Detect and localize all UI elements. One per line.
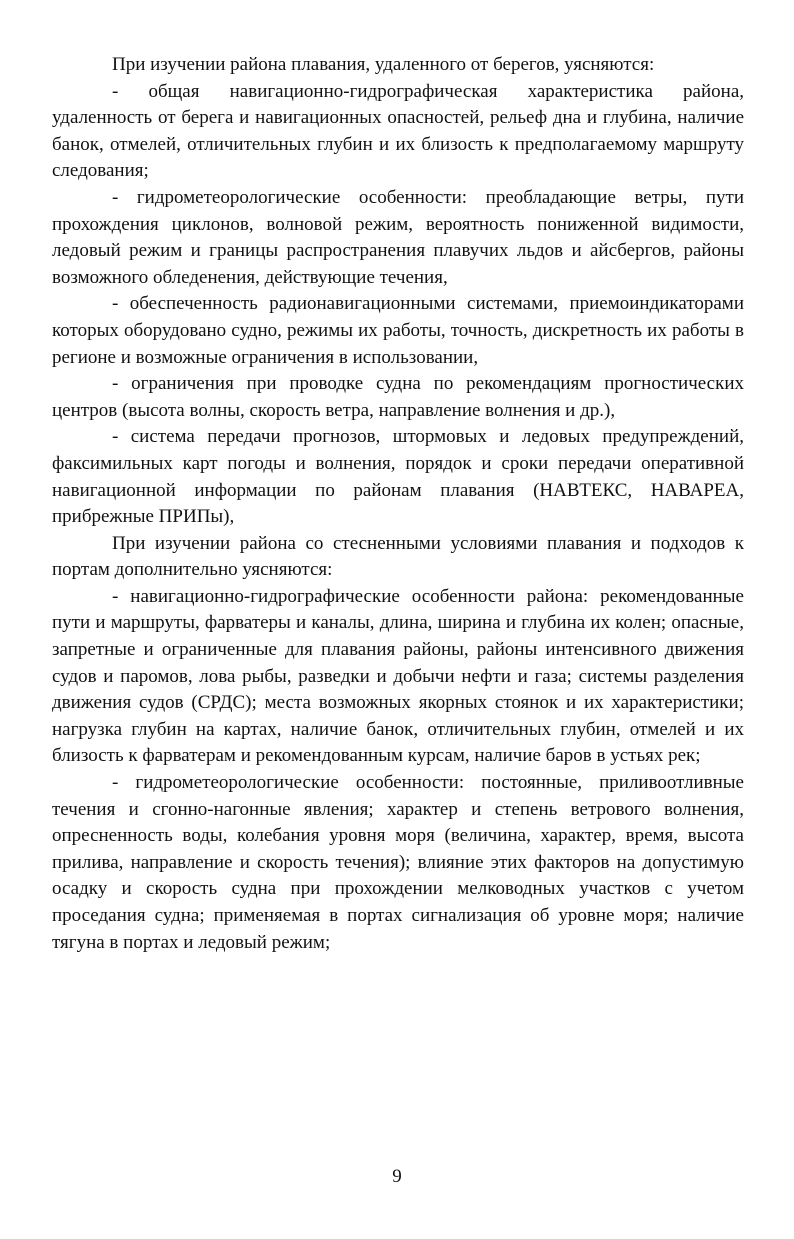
list-item-forecast-system: - система передачи прогнозов, штормовых и ледовых предупреждений, факсимильных карт погоды и волнения, порядок и сроки передачи оперативной навигационной информации по районам плавания (НАВТЕКС, НАВАРЕА, прибрежные ПРИПы), bbox=[52, 426, 744, 528]
list-item-hydromet: - гидрометеорологические особенности: преобладающие ветры, пути прохождения циклонов, волновой режим, вероятность пониженной видимости, ледовый режим и границы распространения плавучих льдов и айсбергов, районы возможного обледенения, действующие течения, bbox=[52, 186, 744, 288]
document-body bbox=[52, 52, 744, 956]
page-number: 9 bbox=[392, 1166, 402, 1187]
list-item-restricted-nav-hydro: - навигационно-гидрографические особенности района: рекомендованные пути и маршруты, фарватеры и каналы, длина, ширина и глубина их колен; опасные, запретные и ограниченные для плавания районы, районы интенсивного движения судов и паромов, лова рыбы, разведки и добычи нефти и газа; системы разделения движения судов (СРДС); места возможных якорных стоянок и их характеристики; нагрузка глубин на картах, наличие банок, отличительных глубин, отмелей и их близость к фарватерам и рекомендованным курсам, наличие баров в устьях рек; bbox=[52, 585, 744, 767]
list-item-routing-limits: - ограничения при проводке судна по рекомендациям прогностических центров (высота волны, скорость ветра, направление волнения и др.), bbox=[52, 373, 744, 421]
paragraph-intro-open-sea: При изучении района плавания, удаленного от берегов, уясняются: bbox=[112, 54, 655, 75]
list-item-nav-hydro: - общая навигационно-гидрографическая характеристика района, удаленность от берега и навигационных опасностей, рельеф дна и глубина, наличие банок, отмелей, отличительных глубин и их близость к предполагаемому маршруту следования; bbox=[52, 80, 744, 182]
list-item-restricted-hydromet: - гидрометеорологические особенности: постоянные, приливоотливные течения и сгонно-нагонные явления; характер и степень ветрового волнения, опресненность воды, колебания уровня моря (величина, характер, время, высота прилива, направление и скорость течения); влияние этих факторов на допустимую осадку и скорость судна при прохождении мелководных участков с учетом проседания судна; применяемая в портах сигнализация об уровне моря; наличие тягуна в портах и ледовый режим; bbox=[52, 772, 744, 953]
paragraph-intro-restricted: При изучении района со стесненными условиями плавания и подходов к портам дополнительно уясняются: bbox=[52, 532, 744, 581]
list-item-radionav: - обеспеченность радионавигационными системами, приемоиндикаторами которых оборудовано судно, режимы их работы, точность, дискретность их работы в регионе и возможные ограничения в использовании, bbox=[52, 293, 744, 368]
